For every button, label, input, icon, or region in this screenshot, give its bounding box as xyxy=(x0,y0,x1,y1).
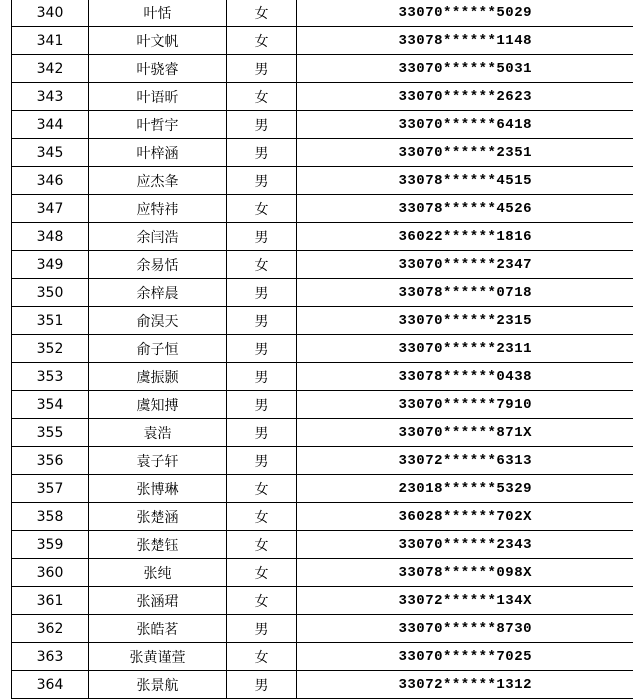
id-number-cell: 33078******4526 xyxy=(297,195,633,223)
table-row xyxy=(12,195,633,223)
student-name-cell: 应特祎 xyxy=(89,195,227,223)
gender-cell: 男 xyxy=(227,167,297,195)
row-number-cell: 353 xyxy=(12,363,89,391)
row-number-cell: 359 xyxy=(12,531,89,559)
id-number-cell: 33078******098X xyxy=(297,559,633,587)
id-number-cell: 33072******1312 xyxy=(297,671,633,699)
gender-cell: 男 xyxy=(227,447,297,475)
gender-cell: 男 xyxy=(227,671,297,699)
id-number-cell: 33072******6313 xyxy=(297,447,633,475)
table-row xyxy=(12,531,633,559)
gender-cell: 男 xyxy=(227,363,297,391)
row-number-cell: 355 xyxy=(12,419,89,447)
table-row xyxy=(12,559,633,587)
id-number-cell: 23018******5329 xyxy=(297,475,633,503)
gender-cell: 女 xyxy=(227,559,297,587)
row-number-cell: 346 xyxy=(12,167,89,195)
row-number-cell: 341 xyxy=(12,27,89,55)
table-row xyxy=(12,335,633,363)
roster-body xyxy=(12,0,633,699)
student-roster-table xyxy=(11,0,633,699)
id-number-cell: 33070******5029 xyxy=(297,0,633,27)
row-number-cell: 340 xyxy=(12,0,89,27)
gender-cell: 男 xyxy=(227,419,297,447)
gender-cell: 男 xyxy=(227,335,297,363)
row-number-cell: 354 xyxy=(12,391,89,419)
id-number-cell: 33078******1148 xyxy=(297,27,633,55)
row-number-cell: 347 xyxy=(12,195,89,223)
row-number-cell: 356 xyxy=(12,447,89,475)
gender-cell: 女 xyxy=(227,503,297,531)
table-row xyxy=(12,447,633,475)
gender-cell: 男 xyxy=(227,111,297,139)
id-number-cell: 33078******0718 xyxy=(297,279,633,307)
row-number-cell: 344 xyxy=(12,111,89,139)
table-row xyxy=(12,139,633,167)
id-number-cell: 36022******1816 xyxy=(297,223,633,251)
table-row xyxy=(12,671,633,699)
gender-cell: 男 xyxy=(227,139,297,167)
gender-cell: 女 xyxy=(227,531,297,559)
student-name-cell: 应杰夆 xyxy=(89,167,227,195)
id-number-cell: 33072******134X xyxy=(297,587,633,615)
id-number-cell: 33070******8730 xyxy=(297,615,633,643)
id-number-cell: 33070******2311 xyxy=(297,335,633,363)
student-name-cell: 叶骁睿 xyxy=(89,55,227,83)
table-row xyxy=(12,307,633,335)
table-row xyxy=(12,363,633,391)
student-name-cell: 叶哲宇 xyxy=(89,111,227,139)
id-number-cell: 33070******6418 xyxy=(297,111,633,139)
student-name-cell: 叶梓涵 xyxy=(89,139,227,167)
id-number-cell: 33070******2351 xyxy=(297,139,633,167)
id-number-cell: 33078******4515 xyxy=(297,167,633,195)
id-number-cell: 33078******0438 xyxy=(297,363,633,391)
student-name-cell: 张楚钰 xyxy=(89,531,227,559)
student-name-cell: 张皓茗 xyxy=(89,615,227,643)
table-row xyxy=(12,419,633,447)
gender-cell: 女 xyxy=(227,83,297,111)
row-number-cell: 358 xyxy=(12,503,89,531)
table-row xyxy=(12,503,633,531)
student-name-cell: 俞淏天 xyxy=(89,307,227,335)
table-row xyxy=(12,587,633,615)
student-name-cell: 张景航 xyxy=(89,671,227,699)
table-row xyxy=(12,279,633,307)
id-number-cell: 33070******871X xyxy=(297,419,633,447)
row-number-cell: 351 xyxy=(12,307,89,335)
row-number-cell: 342 xyxy=(12,55,89,83)
table-row xyxy=(12,55,633,83)
student-name-cell: 袁浩 xyxy=(89,419,227,447)
id-number-cell: 33070******7910 xyxy=(297,391,633,419)
id-number-cell: 33070******2343 xyxy=(297,531,633,559)
table-row xyxy=(12,0,633,27)
row-number-cell: 364 xyxy=(12,671,89,699)
id-number-cell: 33070******2315 xyxy=(297,307,633,335)
student-name-cell: 叶语昕 xyxy=(89,83,227,111)
row-number-cell: 348 xyxy=(12,223,89,251)
student-name-cell: 张纯 xyxy=(89,559,227,587)
row-number-cell: 343 xyxy=(12,83,89,111)
student-name-cell: 张黄谨萱 xyxy=(89,643,227,671)
student-name-cell: 俞子恒 xyxy=(89,335,227,363)
student-name-cell: 张楚涵 xyxy=(89,503,227,531)
student-name-cell: 叶文帆 xyxy=(89,27,227,55)
gender-cell: 男 xyxy=(227,307,297,335)
row-number-cell: 345 xyxy=(12,139,89,167)
student-name-cell: 虞振颢 xyxy=(89,363,227,391)
gender-cell: 男 xyxy=(227,279,297,307)
gender-cell: 女 xyxy=(227,27,297,55)
gender-cell: 女 xyxy=(227,475,297,503)
row-number-cell: 352 xyxy=(12,335,89,363)
id-number-cell: 36028******702X xyxy=(297,503,633,531)
student-name-cell: 袁子轩 xyxy=(89,447,227,475)
table-row xyxy=(12,643,633,671)
row-number-cell: 361 xyxy=(12,587,89,615)
gender-cell: 女 xyxy=(227,587,297,615)
id-number-cell: 33070******2623 xyxy=(297,83,633,111)
row-number-cell: 360 xyxy=(12,559,89,587)
gender-cell: 男 xyxy=(227,615,297,643)
table-row xyxy=(12,167,633,195)
table-row xyxy=(12,391,633,419)
table-row xyxy=(12,111,633,139)
table-row xyxy=(12,615,633,643)
row-number-cell: 350 xyxy=(12,279,89,307)
gender-cell: 女 xyxy=(227,251,297,279)
student-name-cell: 张涵珺 xyxy=(89,587,227,615)
row-number-cell: 362 xyxy=(12,615,89,643)
gender-cell: 女 xyxy=(227,643,297,671)
student-name-cell: 张博琳 xyxy=(89,475,227,503)
table-row xyxy=(12,223,633,251)
student-name-cell: 余易恬 xyxy=(89,251,227,279)
roster-sheet xyxy=(11,0,633,699)
table-row xyxy=(12,27,633,55)
student-name-cell: 余闫浩 xyxy=(89,223,227,251)
id-number-cell: 33070******5031 xyxy=(297,55,633,83)
gender-cell: 男 xyxy=(227,223,297,251)
student-name-cell: 余梓晨 xyxy=(89,279,227,307)
gender-cell: 男 xyxy=(227,55,297,83)
student-name-cell: 虞知搏 xyxy=(89,391,227,419)
row-number-cell: 349 xyxy=(12,251,89,279)
row-number-cell: 363 xyxy=(12,643,89,671)
gender-cell: 女 xyxy=(227,0,297,27)
gender-cell: 男 xyxy=(227,391,297,419)
table-row xyxy=(12,83,633,111)
student-name-cell: 叶恬 xyxy=(89,0,227,27)
id-number-cell: 33070******2347 xyxy=(297,251,633,279)
gender-cell: 女 xyxy=(227,195,297,223)
id-number-cell: 33070******7025 xyxy=(297,643,633,671)
table-row xyxy=(12,251,633,279)
row-number-cell: 357 xyxy=(12,475,89,503)
table-row xyxy=(12,475,633,503)
